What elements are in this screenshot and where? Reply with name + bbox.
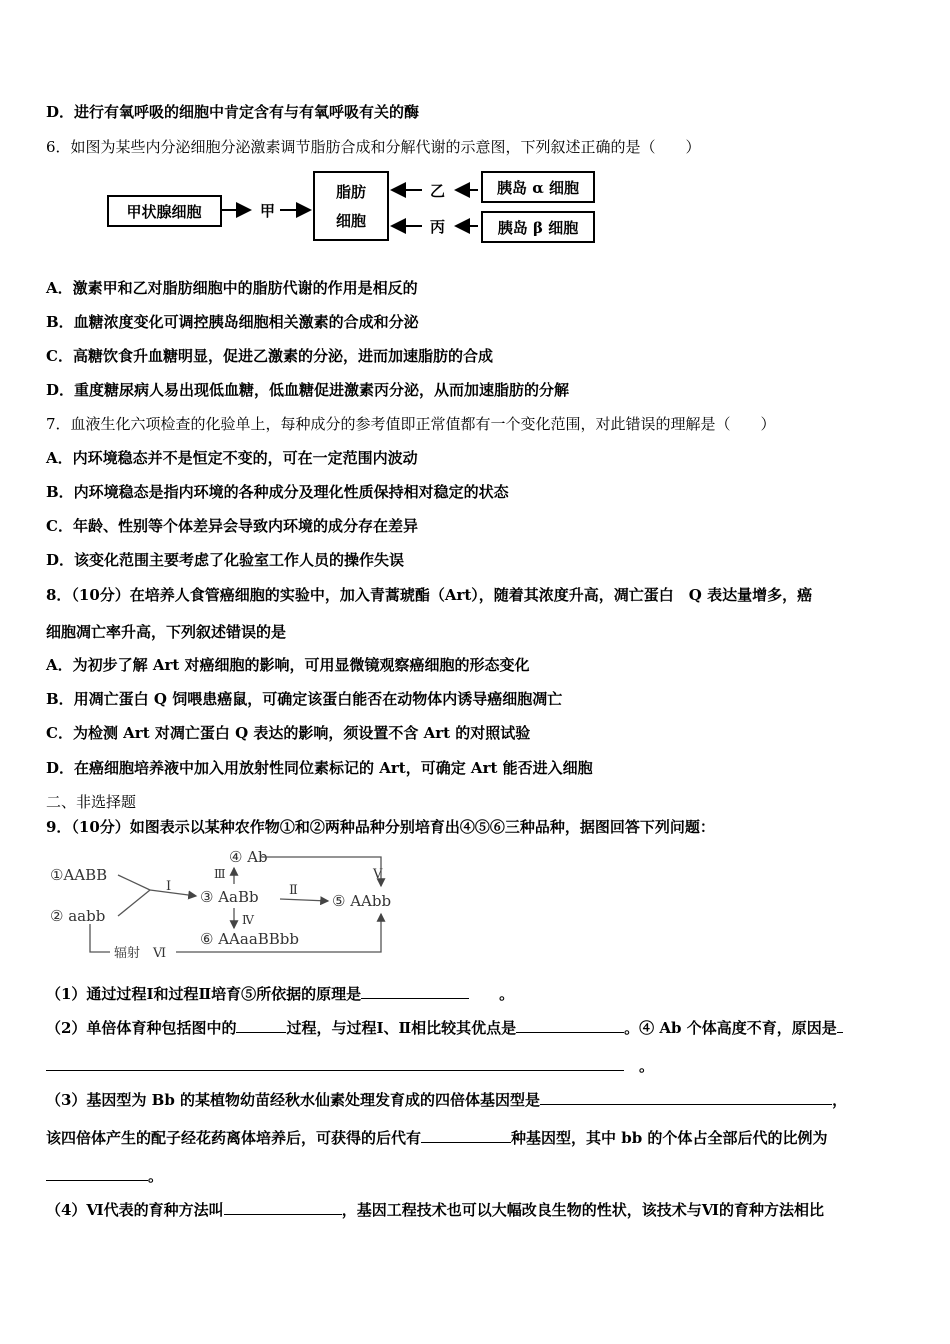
q9-sub4-text-a: （4）Ⅵ代表的育种方法叫 [46,1201,224,1219]
q8-option-d: D．在癌细胞培养液中加入用放射性同位素标记的 Art，可确定 Art 能否进入细胞 [46,759,593,777]
alpha-cell-label: 胰岛 α 细胞 [497,179,579,197]
jia-label: 甲 [260,202,276,220]
q9-sub3-line2 [46,1128,827,1148]
fat-cell-label-2: 细胞 [335,212,367,230]
q9-sub2-blank-2[interactable] [516,1018,624,1033]
q9-sub1-end: 。 [499,985,515,1003]
q6-diagram [100,166,610,248]
fat-cell-label-1: 脂肪 [335,183,367,201]
q9-sub3-text-c: 该四倍体产生的配子经花药离体培养后，可获得的后代有 [46,1129,422,1147]
q7-option-b: B．内环境稳态是指内环境的各种成分及理化性质保持相对稳定的状态 [46,483,509,501]
q9-sub2-blank-1[interactable] [236,1018,286,1033]
node-4: ④ Ab [229,848,268,866]
q7-option-d: D．该变化范围主要考虑了化验室工作人员的操作失误 [46,551,405,569]
q9-sub2-blank-3b[interactable] [46,1056,624,1071]
q8-option-c: C．为检测 Art 对凋亡蛋白 Q 表达的影响，须设置不含 Art 的对照试验 [46,724,531,742]
q9-sub3-line3 [46,1166,163,1186]
q9-sub2-text-b: 过程，与过程Ⅰ、Ⅱ相比较其优点是 [286,1019,517,1037]
q9-sub3-text-a: （3）基因型为 Bb 的某植物幼苗经秋水仙素处理发育成的四倍体基因型是 [46,1091,541,1109]
process-iii: Ⅲ [214,867,226,881]
process-v: Ⅴ [373,867,383,882]
q9-sub3 [46,1090,847,1110]
q8-stem-line2: 细胞凋亡率升高，下列叙述错误的是 [46,623,287,641]
q9-sub2-blank-3[interactable] [837,1018,843,1033]
process-i: Ⅰ [166,879,172,894]
q6-option-c: C．高糖饮食升血糖明显，促进乙激素的分泌，进而加速脂肪的合成 [46,347,493,365]
node-1: ①AABB [50,866,108,884]
q9-sub3-blank-2[interactable] [421,1128,511,1143]
q9-sub1 [46,984,514,1004]
q7-option-c: C．年龄、性别等个体差异会导致内环境的成分存在差异 [46,517,418,535]
yi-label: 乙 [430,182,446,200]
thyroid-label: 甲状腺细胞 [126,203,202,221]
bing-label: 丙 [430,218,446,236]
q9-sub2-text-a: （2）单倍体育种包括图中的 [46,1019,237,1037]
q9-sub4 [46,1200,824,1220]
q9-sub3-text-e: 。 [148,1167,164,1185]
q9-sub4-blank-1[interactable] [224,1200,342,1215]
process-ii: Ⅱ [289,883,298,898]
q9-stem: 9．（10分）如图表示以某种农作物①和②两种品种分别培育出④⑤⑥三种品种，据图回答下列问题： [46,818,715,836]
q8-stem-line1: 8．（10分）在培养人食管癌细胞的实验中，加入青蒿琥酯（Art），随着其浓度升高，凋亡蛋白 Q 表达量增多，癌 [46,586,813,604]
node-3: ③ AaBb [200,888,259,906]
q6-option-b: B．血糖浓度变化可调控胰岛细胞相关激素的合成和分泌 [46,313,419,331]
q9-sub3-blank-3[interactable] [46,1166,148,1181]
q9-sub2-text-d: 。 [639,1057,655,1075]
q6-stem: 6．如图为某些内分泌细胞分泌激素调节脂肪合成和分解代谢的示意图，下列叙述正确的是（ ） [46,138,701,156]
q9-sub2-text-c: 。④ Ab 个体高度不育，原因是 [624,1019,837,1037]
process-vi: 辐射 Ⅵ [114,946,167,961]
q7-option-a: A．内环境稳态并不是恒定不变的，可在一定范围内波动 [46,449,418,467]
q8-option-a: A．为初步了解 Art 对癌细胞的影响，可用显微镜观察癌细胞的形态变化 [46,656,530,674]
q8-option-b: B．用凋亡蛋白 Q 饲喂患癌鼠，可确定该蛋白能否在动物体内诱导癌细胞凋亡 [46,690,563,708]
q9-sub2 [46,1018,843,1038]
q9-sub3-blank-1[interactable] [540,1090,832,1105]
q5-option-d: D．进行有氧呼吸的细胞中肯定含有与有氧呼吸有关的酶 [46,103,420,121]
q9-sub3-text-b: ， [832,1091,848,1109]
node-6: ⑥ AAaaBBbb [200,930,300,948]
q6-option-a: A．激素甲和乙对脂肪细胞中的脂肪代谢的作用是相反的 [46,279,418,297]
q9-sub1-blank[interactable] [361,984,469,999]
q9-sub1-text: （1）通过过程Ⅰ和过程Ⅱ培育⑤所依据的原理是 [46,985,362,1003]
node-2: ② aabb [50,907,106,925]
q9-breeding-diagram [46,844,416,964]
q9-sub3-text-d: 种基因型，其中 bb 的个体占全部后代的比例为 [511,1129,828,1147]
q9-sub4-text-b: ，基因工程技术也可以大幅改良生物的性状，该技术与Ⅵ的育种方法相比 [341,1201,824,1219]
process-iv: Ⅳ [242,913,254,927]
node-5: ⑤ AAbb [332,892,392,910]
q7-stem: 7．血液生化六项检查的化验单上，每种成分的参考值即正常值都有一个变化范围，对此错误的理解是（ ） [46,415,776,433]
section-heading: 二、非选择题 [46,793,137,811]
q9-sub2-cont [46,1056,654,1076]
beta-cell-label: 胰岛 β 细胞 [497,219,579,237]
q6-option-d: D．重度糖尿病人易出现低血糖，低血糖促进激素丙分泌，从而加速脂肪的分解 [46,381,570,399]
